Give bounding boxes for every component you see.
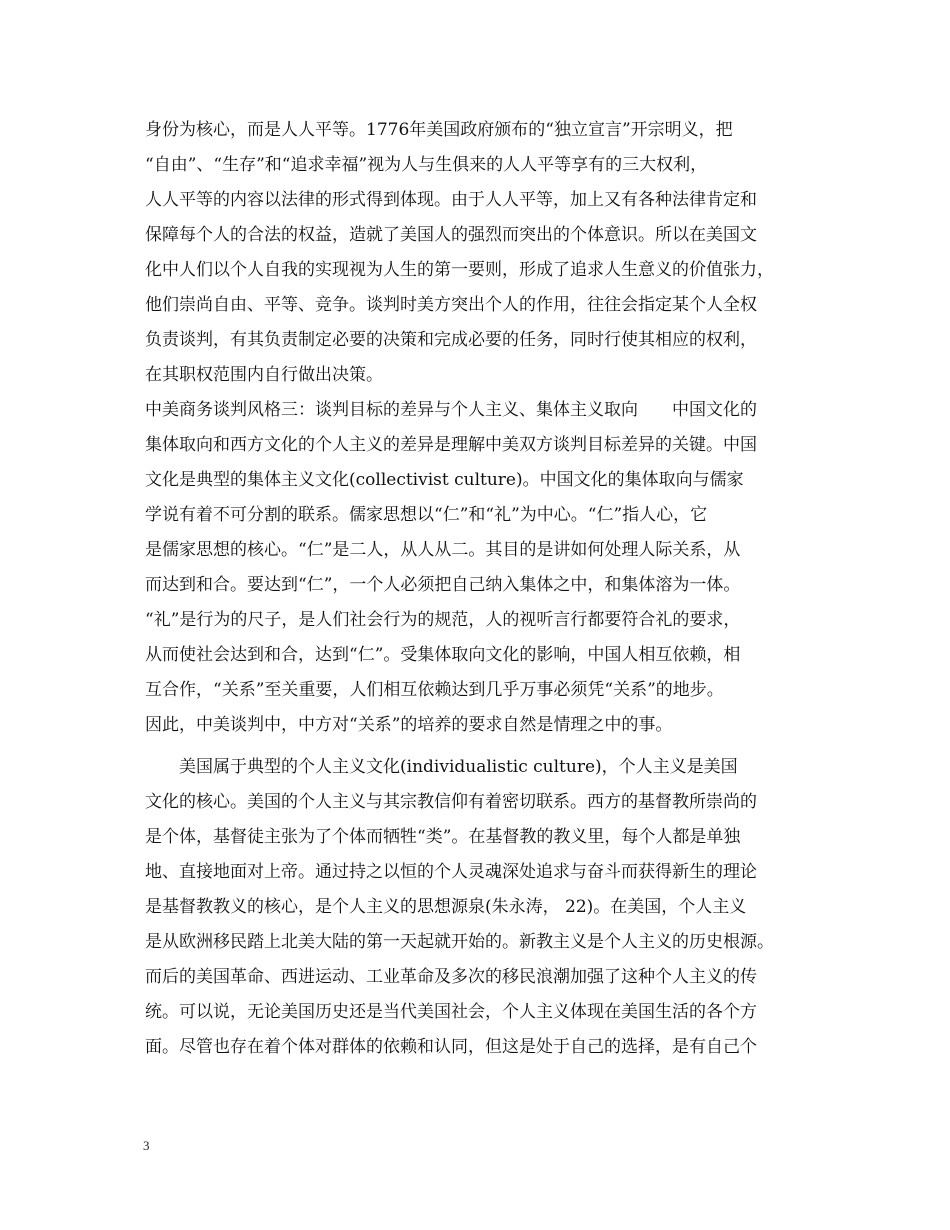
text-line: 学说有着不可分割的联系。儒家思想以“仁”和“礼”为中心。“仁”指人心，它 (145, 505, 708, 525)
text-line: 文化的核心。美国的个人主义与其宗教信仰有着密切联系。西方的基督教所崇尚的 (145, 792, 757, 812)
text-line: 负责谈判，有其负责制定必要的决策和完成必要的任务，同时行使其相应的权利， (145, 330, 757, 350)
text-line: “自由”、“生存”和“追求幸福”视为人与生俱来的人人平等享有的三大权利， (145, 155, 708, 175)
text-line: 而后的美国革命、西进运动、工业革命及多次的移民浪潮加强了这种个人主义的传 (145, 967, 757, 987)
text-line: 是个体，基督徒主张为了个体而牺牲“类”。在基督教的教义里，每个人都是单独 (145, 827, 741, 847)
text-line: 保障每个人的合法的权益，造就了美国人的强烈而突出的个体意识。所以在美国文 (145, 225, 757, 245)
text-line: 是从欧洲移民踏上北美大陆的第一天起就开始的。新教主义是个人主义的历史根源。 (145, 932, 774, 952)
text-line: 身份为核心，而是人人平等。1776年美国政府颁布的“独立宣言”开宗明义，把 (145, 120, 733, 140)
text-line: 而达到和合。要达到“仁”，一个人必须把自己纳入集体之中，和集体溶为一体。 (145, 575, 741, 595)
text-line: 集体取向和西方文化的个人主义的差异是理解中美双方谈判目标差异的关键。中国 (145, 435, 757, 455)
text-line: 文化是典型的集体主义文化(collectivist culture)。中国文化的集体取向与儒家 (145, 470, 744, 490)
page-number: 3 (143, 1138, 150, 1153)
text-line: 是儒家思想的核心。“仁”是二人，从人从二。其目的是讲如何处理人际关系，从 (145, 540, 741, 560)
section-heading-line: 中美商务谈判风格三：谈判目标的差异与个人主义、集体主义取向 中国文化的 (145, 400, 757, 420)
text-line: 面。尽管也存在着个体对群体的依赖和认同，但这是处于自己的选择，是有自己个 (145, 1037, 757, 1057)
text-line: 因此，中美谈判中，中方对“关系”的培养的要求自然是情理之中的事。 (145, 715, 673, 735)
text-line: 是基督教教义的核心，是个人主义的思想源泉(朱永涛， 22)。在美国，个人主义 (145, 897, 747, 917)
text-line: 他们崇尚自由、平等、竞争。谈判时美方突出个人的作用，往往会指定某个人全权 (145, 295, 757, 315)
text-line: 统。可以说，无论美国历史还是当代美国社会，个人主义体现在美国生活的各个方 (145, 1002, 757, 1022)
text-line: 从而使社会达到和合，达到“仁”。受集体取向文化的影响，中国人相互依赖，相 (145, 645, 741, 665)
paragraph-start-line: 美国属于典型的个人主义文化(individualistic culture)，个人主义是美国 (145, 757, 738, 777)
text-line: 在其职权范围内自行做出决策。 (145, 365, 383, 385)
text-line: “礼”是行为的尺子，是人们社会行为的规范，人的视听言行都要符合礼的要求， (145, 610, 741, 630)
text-line: 地、直接地面对上帝。通过持之以恒的个人灵魂深处追求与奋斗而获得新生的理论 (145, 862, 757, 882)
text-line: 互合作，“关系”至关重要，人们相互依赖达到几乎万事必须凭“关系”的地步。 (145, 680, 724, 700)
text-line: 化中人们以个人自我的实现视为人生的第一要则，形成了追求人生意义的价值张力， (145, 260, 774, 280)
text-line: 人人平等的内容以法律的形式得到体现。由于人人平等，加上又有各种法律肯定和 (145, 190, 757, 210)
